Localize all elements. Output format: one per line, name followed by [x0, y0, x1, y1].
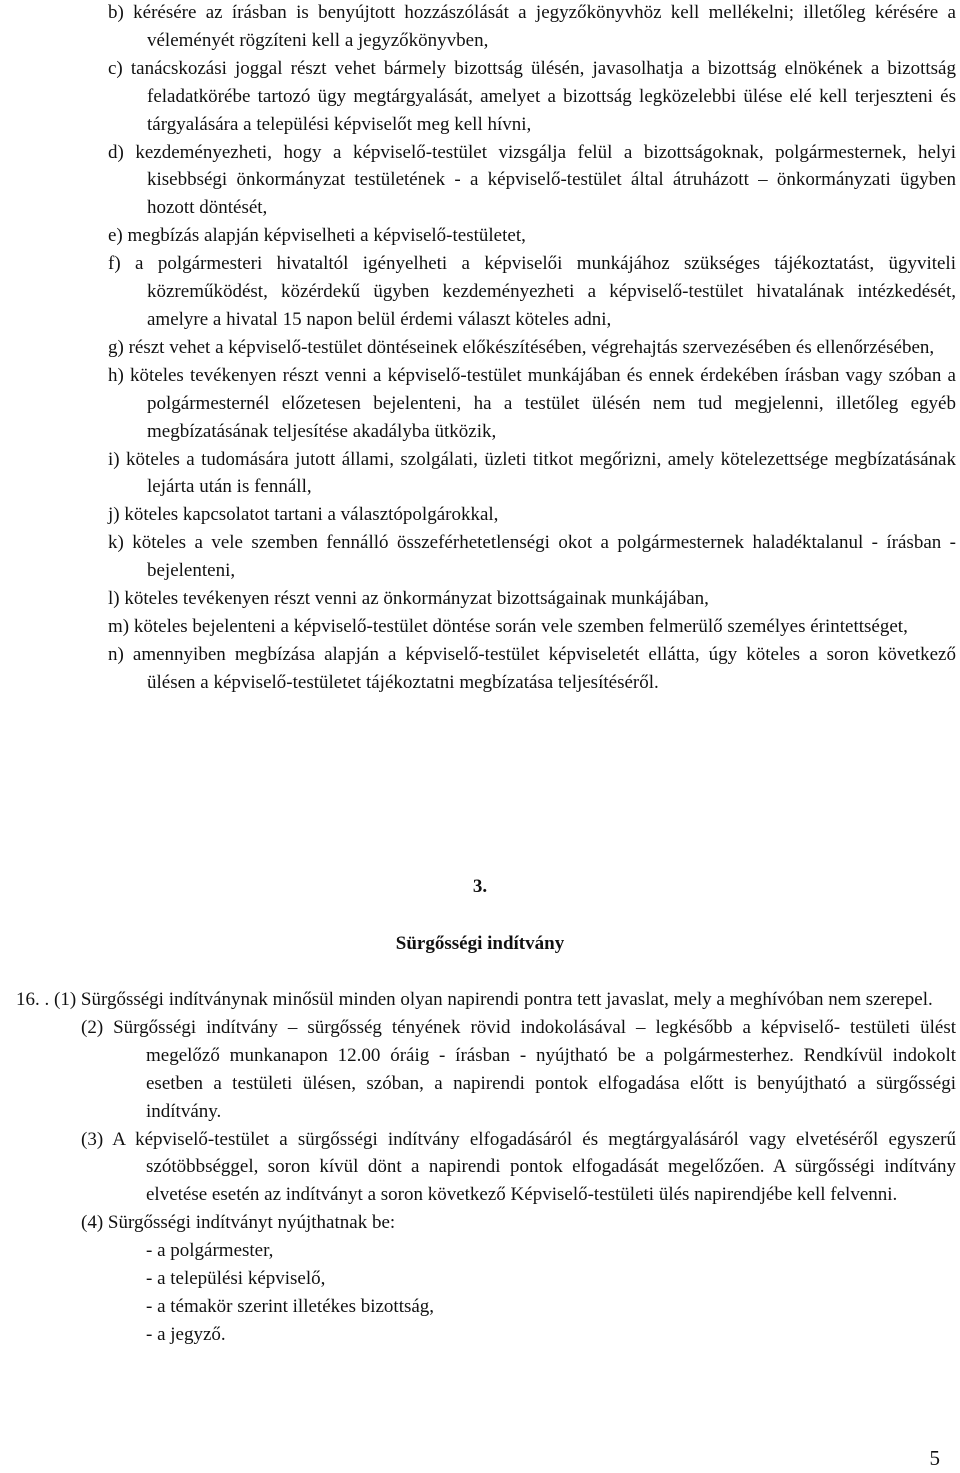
list-item-c: c) tanácskozási joggal részt vehet bármely bizottság ülésén, javasolhatja a bizottság elnökének a bizottság feladatkörébe tartozó ügy megtárgyalását, amelyet a bizottság legközelebbi ülése elé kell terjeszteni és tárgyalására a települési képviselőt meg kell hívni, — [108, 57, 956, 135]
paragraph-16 — [8, 986, 956, 1349]
list-item-m: m) köteles bejelenteni a képviselő-testület döntése során vele szemben felmerülő személyes érintettséget, — [108, 615, 908, 637]
submitter-item: - a települési képviselő, — [146, 1268, 326, 1290]
list-item-i: i) köteles a tudomására jutott állami, szolgálati, üzleti titkot megőrizni, amely kötelezettsége megbízatásának lejárta után is fennáll, — [108, 448, 956, 498]
paragraph-16-4: (4) Sürgősségi indítványt nyújthatnak be: — [81, 1212, 396, 1234]
list-item-d: d) kezdeményezheti, hogy a képviselő-testület vizsgálja felül a bizottságoknak, polgármesternek, helyi kisebbségi önkormányzat testületének - a képviselő-testület által átruházott – önkormányzati ügyben hozott döntését, — [108, 141, 956, 219]
paragraph-16-2: (2) Sürgősségi indítvány – sürgősség tényének rövid indokolásával – legkésőbb a képviselő- testületi ülést megelőző munkanapon 12.00 óráig - írásban - nyújtható be a polgármesterhez. Rendkívül indokolt esetben a testületi ülésen, szóban, a napirendi pontok elfogadása előtt is benyújtható a sürgősségi indítvány. — [81, 1016, 956, 1122]
list-item-l: l) köteles tevékenyen részt venni az önkormányzat bizottságainak munkájában, — [108, 588, 709, 610]
list-item-e: e) megbízás alapján képviselheti a képviselő-testületet, — [108, 225, 526, 247]
submitters-list — [8, 1237, 956, 1349]
section-number: 3. — [472, 876, 488, 897]
list-item-j: j) köteles kapcsolatot tartani a választópolgárokkal, — [108, 504, 499, 526]
paragraph-16-1: 16. . (1) Sürgősségi indítványnak minősül minden olyan napirendi pontra tett javaslat, mely a meghívóban nem szerepel. — [16, 989, 933, 1010]
submitter-item: - a polgármester, — [146, 1240, 274, 1262]
list-item-h: h) köteles tevékenyen részt venni a képviselő-testület munkájában és ennek érdekében írásban vagy szóban a polgármesternél előzetesen bejelenteni, ha a testület ülésén nem tud megjelenni, illetőleg egyéb megbízatásának teljesítése akadályba ütközik, — [108, 364, 956, 442]
rights-duties-list — [108, 0, 956, 697]
submitter-item: - a témakör szerint illetékes bizottság, — [146, 1295, 435, 1317]
section-title: Sürgősségi indítvány — [395, 933, 565, 954]
submitter-item: - a jegyző. — [146, 1323, 226, 1345]
list-item-g: g) részt vehet a képviselő-testület döntéseinek előkészítésében, végrehajtás szervezésében és ellenőrzésében, — [108, 336, 935, 358]
list-item-n: n) amennyiben megbízása alapján a képviselő-testület képviseletét ellátta, úgy köteles a soron következő ülésen a képviselő-testületet tájékoztatni megbízatása teljesítéséről. — [108, 643, 956, 693]
list-item-k: k) köteles a vele szemben fennálló összeférhetetlenségi okot a polgármesternek haladéktalanul - írásban - bejelenteni, — [108, 532, 956, 582]
paragraph-16-3: (3) A képviselő-testület a sürgősségi indítvány elfogadásáról és megtárgyalásáról vagy elvetéséről egyszerű szótöbbséggel, soron kívül dönt a napirendi pontok elfogadását megelőzően. A sürgősségi indítvány elvetése esetén az indítványt a soron következő Képviselő-testületi ülés napirendjébe kell felvenni. — [81, 1128, 956, 1206]
page-number: 5 — [929, 1446, 940, 1470]
list-item-f: f) a polgármesteri hivataltól igényelheti a képviselői munkájához szükséges tájékoztatást, ügyviteli közreműködést, közérdekű ügyben kezdeményezheti a képviselő-testület hivatalának intézkedését, amelyre a hivatal 15 napon belül érdemi választ köteles adni, — [108, 253, 956, 330]
list-item-b: b) kérésére az írásban is benyújtott hozzászólását a jegyzőkönyvhöz kell mellékelni; illetőleg kérésére a véleményét rögzíteni kell a jegyzőkönyvben, — [108, 2, 956, 51]
